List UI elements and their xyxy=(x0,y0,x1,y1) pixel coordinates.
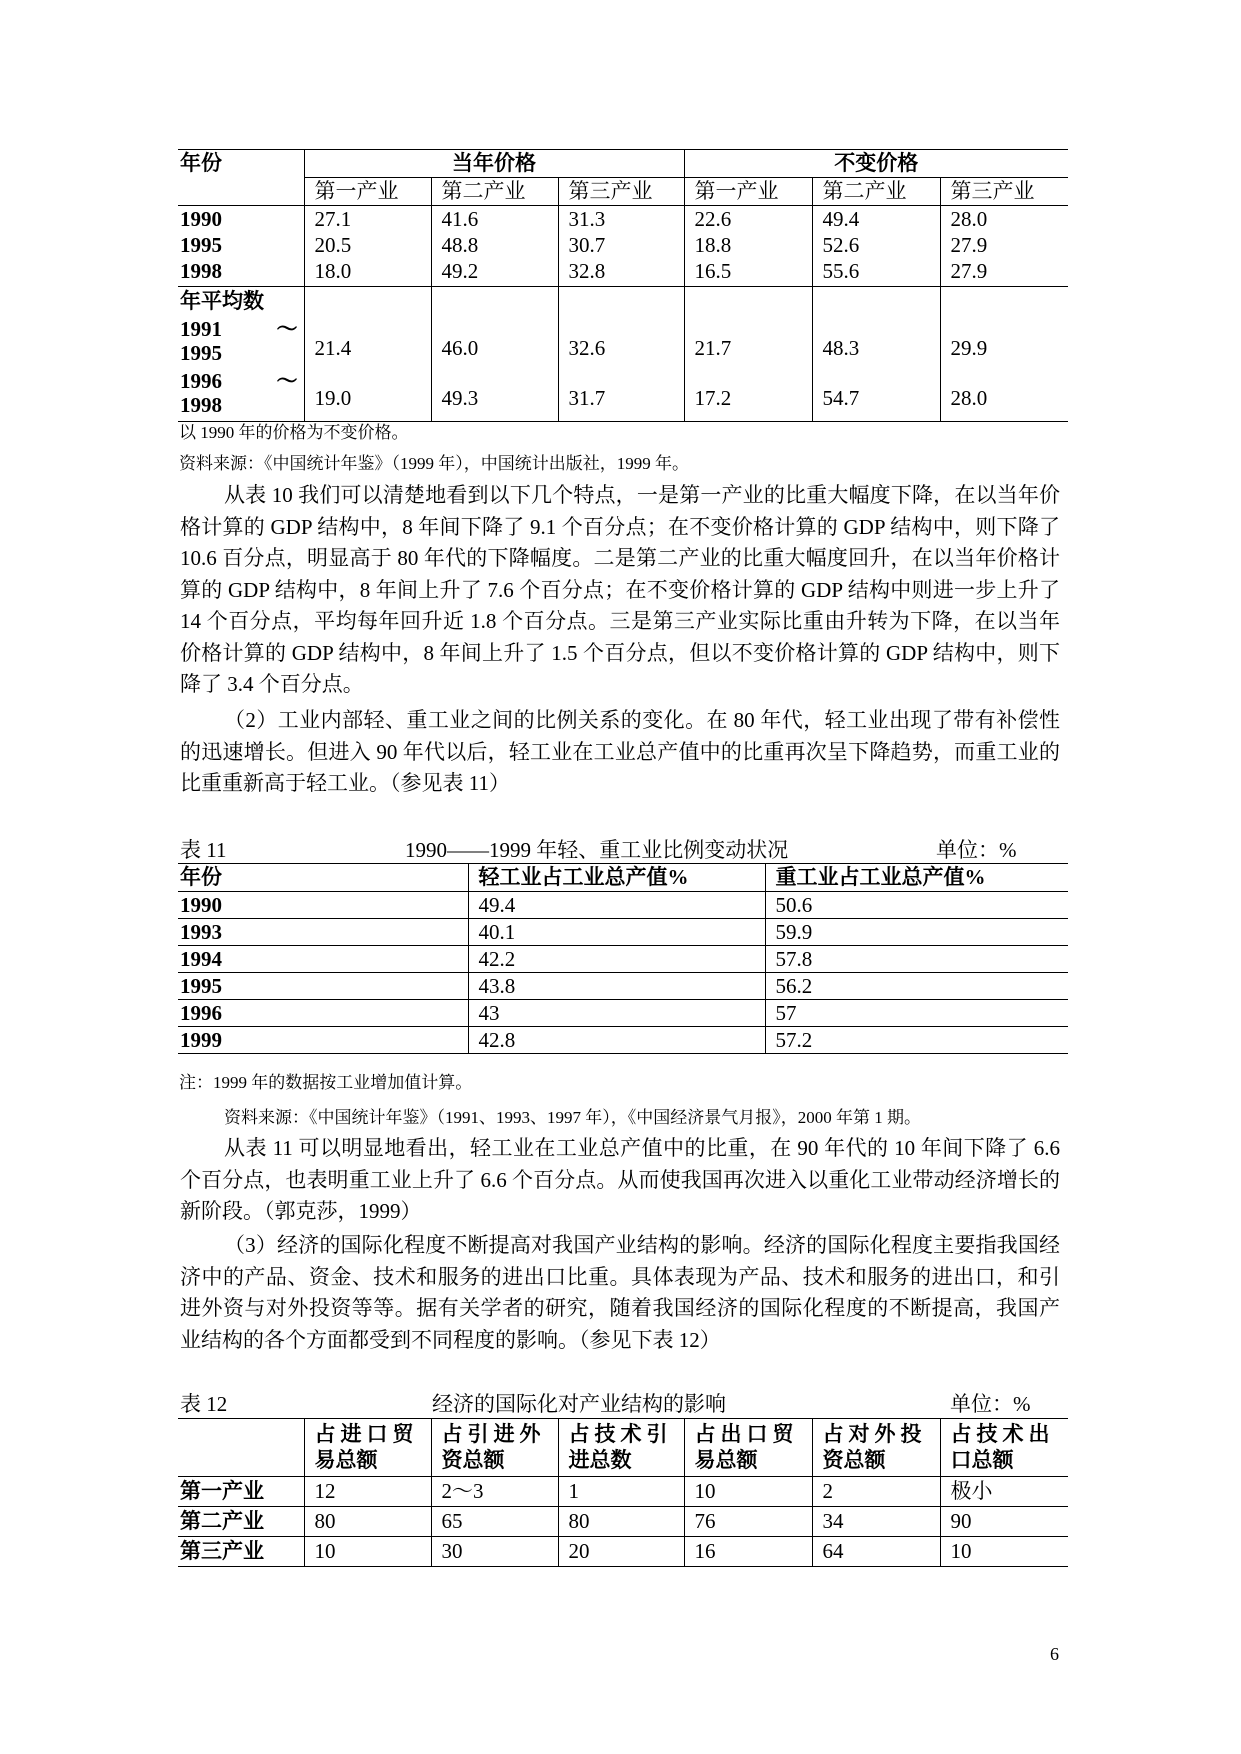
table-row xyxy=(178,1477,1068,1507)
table-row xyxy=(178,919,1068,946)
table10-constant-price-header: 不变价格 xyxy=(684,150,1068,178)
heavy-industry-cell: 50.6 xyxy=(775,893,813,917)
table10-avg-label-cell xyxy=(178,287,304,422)
header-line: 易总额 xyxy=(694,1448,758,1472)
table-10 xyxy=(178,149,1068,422)
header-line: 占引进外 xyxy=(441,1422,546,1446)
table12-header xyxy=(940,1419,1068,1477)
value: 17.2 xyxy=(694,386,732,410)
table12-header xyxy=(684,1419,812,1477)
light-industry-cell: 43.8 xyxy=(468,973,765,1000)
table12-corner xyxy=(178,1419,304,1477)
value: 49.3 xyxy=(441,386,479,410)
value: 20.5 xyxy=(314,233,352,257)
table10-sub-header: 第三产业 xyxy=(558,178,684,206)
value-cell: 10 xyxy=(950,1539,972,1563)
table-row xyxy=(178,1000,1068,1027)
table10-cell xyxy=(304,206,431,287)
paragraph: （2）工业内部轻、重工业之间的比例关系的变化。在 80 年代，轻工业出现了带有补偿性的迅速增长。但进入 90 年代以后，轻工业在工业总产值中的比重再次呈下降趋势，而重工业的比重重新高于轻工业。（参见表 11） xyxy=(180,708,1060,795)
value-cell: 80 xyxy=(304,1507,431,1537)
avg-tilde: ～ xyxy=(276,317,298,341)
avg-tilde: ～ xyxy=(276,369,298,393)
paragraph: （3）经济的国际化程度不断提高对我国产业结构的影响。经济的国际化程度主要指我国经济中的产品、资金、技术和服务的进出口比重。具体表现为产品、技术和服务的进出口，和引进外资与对外投资等等。据有关学者的研究，随着我国经济的国际化程度的不断提高，我国产业结构的各个方面都受到不同程度的影响。（参见下表 12） xyxy=(180,1233,1060,1352)
year-cell: 1996 xyxy=(178,1000,468,1027)
avg-end-year: 1995 xyxy=(180,341,222,365)
table-row xyxy=(178,1507,1068,1537)
table10-note: 以 1990 年的价格为不变价格。 xyxy=(179,423,409,442)
value: 55.6 xyxy=(822,259,860,283)
table-row xyxy=(178,973,1068,1000)
sector-label: 第三产业 xyxy=(178,1537,304,1567)
table12-header xyxy=(431,1419,558,1477)
table12-title: 经济的国际化对产业结构的影响 xyxy=(432,1392,726,1416)
value: 21.4 xyxy=(314,336,352,360)
value-cell: 16 xyxy=(684,1537,812,1567)
value: 32.6 xyxy=(568,336,606,360)
table11-header: 重工业占工业总产值% xyxy=(775,865,986,889)
value: 48.3 xyxy=(822,336,860,360)
table10-year: 1998 xyxy=(180,259,222,283)
header-line: 资总额 xyxy=(441,1448,505,1472)
table10-current-price-header: 当年价格 xyxy=(304,150,684,178)
value: 32.8 xyxy=(568,259,606,283)
year-cell: 1995 xyxy=(178,973,468,1000)
value: 18.0 xyxy=(314,259,352,283)
avg-start-year: 1991 xyxy=(180,317,222,341)
year-cell: 1999 xyxy=(178,1027,468,1054)
table12-label: 表 12 xyxy=(180,1392,228,1416)
table10-avg-cell xyxy=(940,287,1068,422)
value: 22.6 xyxy=(694,207,732,231)
table-row xyxy=(178,1027,1068,1054)
avg-range-1 xyxy=(180,317,304,341)
table11-header: 轻工业占工业总产值% xyxy=(468,864,765,892)
value: 41.6 xyxy=(441,207,479,231)
table-row xyxy=(178,892,1068,919)
table10-avg-cell xyxy=(684,287,812,422)
header-line: 易总额 xyxy=(314,1448,378,1472)
avg-range-2 xyxy=(180,369,304,393)
page-number: 6 xyxy=(1050,1644,1059,1664)
table10-year: 1990 xyxy=(180,207,222,231)
paragraph: 从表 10 我们可以清楚地看到以下几个特点，一是第一产业的比重大幅度下降，在以当年价格计算的 GDP 结构中，8 年间下降了 9.1 个百分点；在不变价格计算的 GDP 结构中，则下降了 10.6 百分点，明显高于 80 年代的下降幅度。二是第二产业的比重大幅度回升，在以当年价格计算的 GDP 结构中，8 年间上升了 7.6 个百分点；在不变价格计算的 GDP 结构中则进一步上升了 14 个百分点，平均每年回升近 1.8 个百分点。三是第三产业实际比重由升转为下降，在以当年价格计算的 GDP 结构中，8 年间上升了 1.5 个百分点，但以不变价格计算的 GDP 结构中，则下降了 3.4 个百分点。 xyxy=(180,483,1060,696)
avg-start-year: 1996 xyxy=(180,369,222,393)
value: 27.9 xyxy=(950,259,988,283)
table10-cell xyxy=(940,206,1068,287)
header-line: 占技术出 xyxy=(950,1422,1055,1446)
light-industry-cell: 49.4 xyxy=(468,892,765,919)
header-line: 进总数 xyxy=(568,1448,632,1472)
table10-avg-cell xyxy=(558,287,684,422)
table10-sub-header: 第一产业 xyxy=(684,178,812,206)
year-cell: 1994 xyxy=(178,946,468,973)
value: 27.1 xyxy=(314,207,352,231)
light-industry-cell: 42.8 xyxy=(468,1027,765,1054)
value-cell: 10 xyxy=(684,1477,812,1507)
value: 18.8 xyxy=(694,233,732,257)
table12-header xyxy=(304,1419,431,1477)
header-line: 占对外投 xyxy=(822,1422,927,1446)
table11-label: 表 11 xyxy=(180,838,227,862)
header-line: 资总额 xyxy=(822,1448,886,1472)
value: 31.3 xyxy=(568,207,606,231)
table11-title: 1990——1999 年轻、重工业比例变动状况 xyxy=(405,838,789,862)
value-cell: 65 xyxy=(431,1507,558,1537)
header-line: 口总额 xyxy=(950,1448,1014,1472)
value-cell: 80 xyxy=(558,1507,684,1537)
table10-year: 1995 xyxy=(180,233,222,257)
table10-sub-header: 第一产业 xyxy=(304,178,431,206)
paragraph: 从表 11 可以明显地看出，轻工业在工业总产值中的比重，在 90 年代的 10 年间下降了 6.6 个百分点，也表明重工业上升了 6.6 个百分点。从而使我国再次进入以重化工业带动经济增长的新阶段。（郭克莎，1999） xyxy=(180,1136,1060,1223)
table11-unit: 单位：% xyxy=(936,838,1017,862)
heavy-industry-cell: 57.2 xyxy=(775,1028,813,1052)
header-line: 占出口贸 xyxy=(694,1422,799,1446)
table10-avg-cell xyxy=(812,287,940,422)
value: 21.7 xyxy=(694,336,732,360)
value-cell: 2～3 xyxy=(431,1477,558,1507)
value-cell: 64 xyxy=(812,1537,940,1567)
table12-header xyxy=(812,1419,940,1477)
light-industry-cell: 40.1 xyxy=(468,919,765,946)
table11-source: 资料来源：《中国统计年鉴》（1991、1993、1997 年），《中国经济景气月报》，2000 年第 1 期。 xyxy=(224,1108,921,1127)
value-cell: 10 xyxy=(304,1537,431,1567)
value-cell: 76 xyxy=(684,1507,812,1537)
value: 49.2 xyxy=(441,259,479,283)
value: 46.0 xyxy=(441,336,479,360)
table10-sub-header: 第二产业 xyxy=(812,178,940,206)
value: 49.4 xyxy=(822,207,860,231)
heavy-industry-cell: 59.9 xyxy=(775,920,813,944)
table10-avg-cell xyxy=(431,287,558,422)
table11-header: 年份 xyxy=(178,864,468,892)
value: 54.7 xyxy=(822,386,860,410)
header-line: 占技术引 xyxy=(568,1422,673,1446)
value: 30.7 xyxy=(568,233,606,257)
light-industry-cell: 43 xyxy=(468,1000,765,1027)
table10-cell xyxy=(812,206,940,287)
avg-end-year: 1998 xyxy=(180,393,222,417)
table-12 xyxy=(178,1418,1068,1567)
table10-cell xyxy=(684,206,812,287)
value: 28.0 xyxy=(950,207,988,231)
value: 16.5 xyxy=(694,259,732,283)
light-industry-cell: 42.2 xyxy=(468,946,765,973)
value: 19.0 xyxy=(314,386,352,410)
value: 27.9 xyxy=(950,233,988,257)
value: 52.6 xyxy=(822,233,860,257)
table10-year-cell xyxy=(178,206,304,287)
table10-source: 资料来源：《中国统计年鉴》（1999 年），中国统计出版社，1999 年。 xyxy=(179,454,689,473)
table10-cell xyxy=(558,206,684,287)
value: 29.9 xyxy=(950,336,988,360)
value-cell: 极小 xyxy=(950,1479,993,1503)
value-cell: 34 xyxy=(812,1507,940,1537)
table10-avg-label: 年平均数 xyxy=(180,289,264,313)
value: 31.7 xyxy=(568,386,606,410)
year-cell: 1993 xyxy=(178,919,468,946)
table10-avg-cell xyxy=(304,287,431,422)
heavy-industry-cell: 57 xyxy=(775,1001,797,1025)
value-cell: 90 xyxy=(950,1509,972,1533)
value-cell: 12 xyxy=(304,1477,431,1507)
table10-cell xyxy=(431,206,558,287)
table10-year-header: 年份 xyxy=(178,150,304,206)
value-cell: 20 xyxy=(558,1537,684,1567)
table12-unit: 单位：% xyxy=(950,1392,1031,1416)
heavy-industry-cell: 57.8 xyxy=(775,947,813,971)
value: 48.8 xyxy=(441,233,479,257)
table-11 xyxy=(178,863,1068,1054)
year-cell: 1990 xyxy=(178,892,468,919)
heavy-industry-cell: 56.2 xyxy=(775,974,813,998)
sector-label: 第二产业 xyxy=(178,1507,304,1537)
table10-sub-header: 第三产业 xyxy=(950,179,1035,203)
table-row xyxy=(178,946,1068,973)
sector-label: 第一产业 xyxy=(178,1477,304,1507)
value-cell: 2 xyxy=(812,1477,940,1507)
value: 28.0 xyxy=(950,386,988,410)
table11-note: 注：1999 年的数据按工业增加值计算。 xyxy=(179,1073,473,1092)
table10-sub-header: 第二产业 xyxy=(431,178,558,206)
table-row xyxy=(178,1537,1068,1567)
table12-header xyxy=(558,1419,684,1477)
value-cell: 30 xyxy=(431,1537,558,1567)
header-line: 占进口贸 xyxy=(314,1422,419,1446)
value-cell: 1 xyxy=(558,1477,684,1507)
